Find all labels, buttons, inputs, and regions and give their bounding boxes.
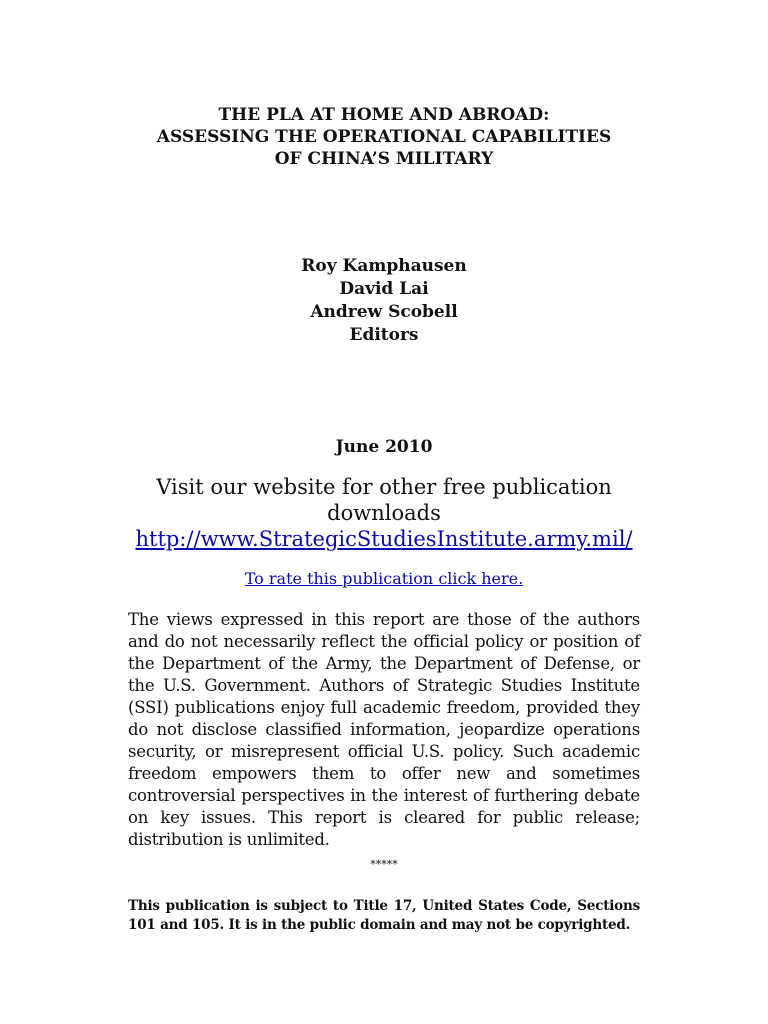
editor-name: Andrew Scobell — [310, 302, 458, 322]
copyright-notice: This publication is subject to Title 17, United States Code, Sections 101 and 105. It is in the public domain and may not be copyrighted. — [128, 898, 640, 933]
disclaimer-paragraph: The views expressed in this report are those of the authors and do not necessarily reflect the official policy or position of the Department of the Army, the Department of Defense, or the U.S. Government. Authors of Strategic Studies Institute (SSI) publications enjoy full academic freedom, provided they do not disclose classified information, jeopardize operations security, or misrepresent official U.S. policy. Such academic freedom empowers them to offer new and sometimes controversial perspectives in the interest of furthering debate on key issues. This report is cleared for public release; distribution is unlimited. — [128, 610, 640, 849]
rate-publication-link[interactable]: To rate this publication click here. — [244, 569, 524, 588]
editors-block — [184, 255, 584, 347]
editor-name: Roy Kamphausen — [301, 256, 467, 276]
title-line-1: THE PLA AT HOME AND ABROAD: — [218, 105, 550, 125]
website-notice-line-1: Visit our website for other free publication — [156, 475, 612, 499]
website-link[interactable]: http://www.StrategicStudiesInstitute.army.mil/ — [135, 527, 633, 551]
editors-role: Editors — [349, 325, 419, 345]
rate-publication — [84, 568, 684, 590]
section-separator: ***** — [370, 858, 398, 871]
document-title — [84, 104, 684, 170]
title-line-2: ASSESSING THE OPERATIONAL CAPABILITIES — [156, 127, 612, 147]
website-notice — [84, 474, 684, 552]
website-notice-line-2: downloads — [327, 501, 441, 525]
title-line-3: OF CHINA’S MILITARY — [274, 149, 494, 169]
editor-name: David Lai — [339, 279, 429, 299]
publication-date: June 2010 — [335, 437, 433, 457]
